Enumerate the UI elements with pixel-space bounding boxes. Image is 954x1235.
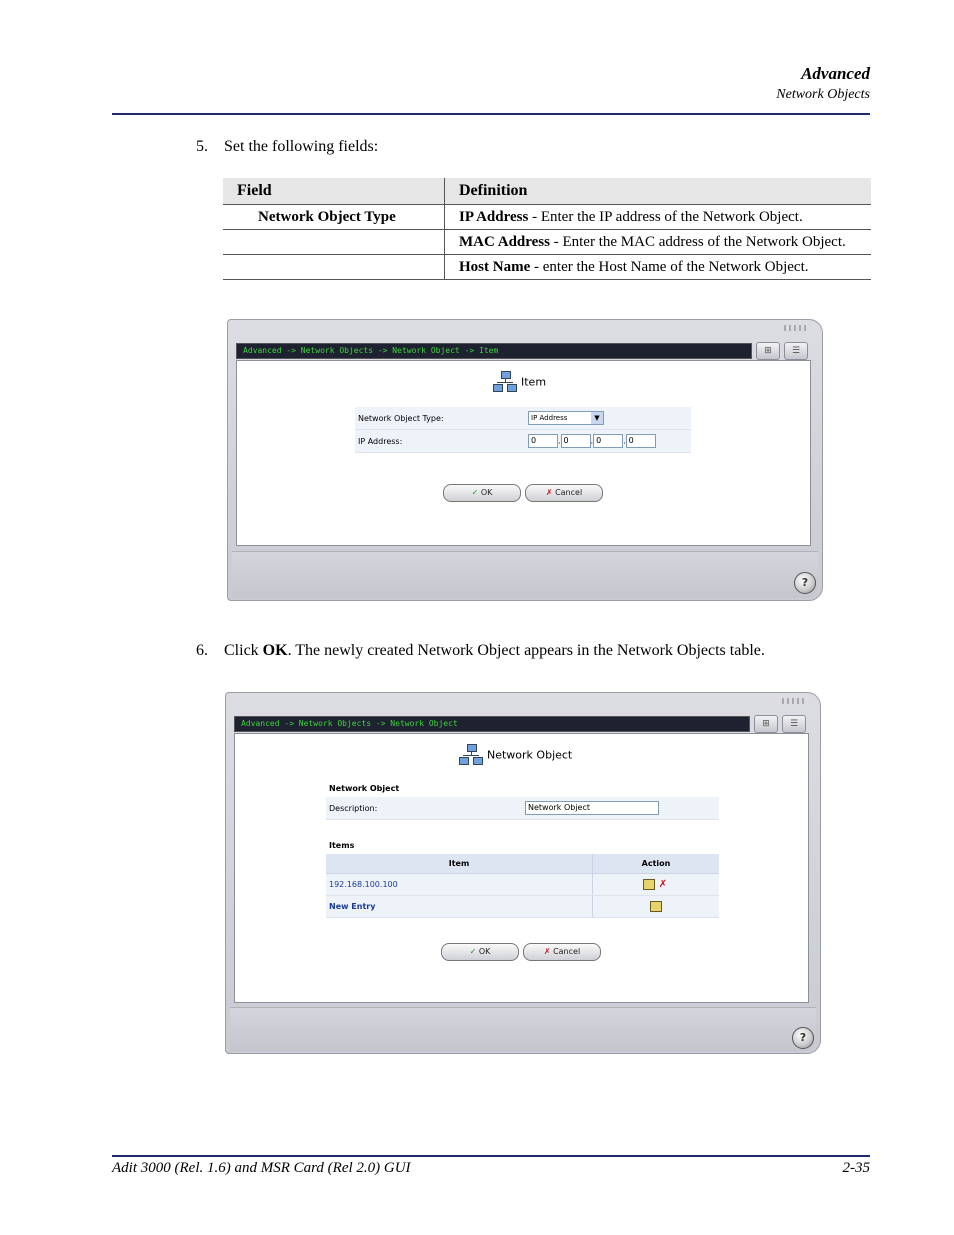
edit-icon[interactable] <box>643 879 655 890</box>
ip-label: IP Address: <box>355 430 525 453</box>
definition: - Enter the MAC address of the Network Object. <box>549 233 846 250</box>
network-object-type-select[interactable]: IP Address ▼ <box>528 411 604 425</box>
table-row <box>223 205 871 230</box>
term: MAC Address <box>459 233 550 250</box>
section-network-object: Network Object <box>329 784 400 793</box>
footer-title: Adit 3000 (Rel. 1.6) and MSR Card (Rel 2.0) GUI <box>112 1160 411 1176</box>
definition: - enter the Host Name of the Network Object. <box>530 258 809 275</box>
step-5 <box>196 138 378 156</box>
check-icon: ✓ <box>471 488 479 497</box>
list-icon[interactable]: ☰ <box>784 342 808 360</box>
grip-dots <box>784 325 808 331</box>
cancel-button[interactable]: ✗ Cancel <box>523 943 601 961</box>
table-row <box>223 255 871 280</box>
check-icon: ✓ <box>469 947 477 956</box>
table-row <box>326 874 719 896</box>
step-6: 6. Click OK. The newly created Network Object appears in the Network Objects table. <box>196 642 765 659</box>
content-panel <box>234 733 809 1003</box>
cancel-button[interactable]: ✗ Cancel <box>525 484 603 502</box>
breadcrumb: Advanced -> Network Objects -> Network Object <box>234 716 750 732</box>
page-heading <box>493 371 546 393</box>
new-entry-link[interactable]: New Entry <box>326 896 593 918</box>
table-row <box>223 230 871 255</box>
add-icon[interactable] <box>650 901 662 912</box>
layout-icon[interactable]: ⊞ <box>756 342 780 360</box>
field-cell <box>223 230 445 255</box>
grip-dots <box>782 698 806 704</box>
col-action: Action <box>593 854 720 874</box>
definition: - Enter the IP address of the Network Object. <box>528 208 803 225</box>
ok-button[interactable]: ✓ OK <box>441 943 519 961</box>
header-definition: Definition <box>445 178 872 205</box>
term: IP Address <box>459 208 529 225</box>
network-icon <box>459 744 483 766</box>
ok-button[interactable]: ✓ OK <box>443 484 521 502</box>
item-link[interactable]: 192.168.100.100 <box>326 874 593 896</box>
type-label: Network Object Type: <box>355 407 525 430</box>
network-object-screenshot <box>225 692 821 1054</box>
footer-rule <box>112 1155 870 1157</box>
layout-icon[interactable]: ⊞ <box>754 715 778 733</box>
ip-octet-2-input[interactable]: 0 <box>561 434 591 448</box>
description-input[interactable]: Network Object <box>525 801 659 815</box>
table-row <box>326 896 719 918</box>
ip-octet-1-input[interactable]: 0 <box>528 434 558 448</box>
x-icon: ✗ <box>545 488 553 497</box>
field-cell <box>223 255 445 280</box>
bottom-bar <box>230 1007 816 1051</box>
item-screenshot <box>227 319 823 601</box>
list-icon[interactable]: ☰ <box>782 715 806 733</box>
help-icon[interactable]: ? <box>792 1027 814 1049</box>
page-title: Item <box>521 375 547 389</box>
page-number: 2-35 <box>842 1160 870 1176</box>
x-icon: ✗ <box>543 947 551 956</box>
section-title: Network Objects <box>776 87 870 102</box>
page-heading <box>459 744 572 766</box>
delete-icon[interactable]: ✗ <box>658 879 668 890</box>
ip-octet-4-input[interactable]: 0 <box>626 434 656 448</box>
chapter-title: Advanced <box>801 64 870 83</box>
ok-emphasis: OK <box>262 642 288 659</box>
col-item: Item <box>326 854 593 874</box>
chevron-down-icon: ▼ <box>591 412 603 424</box>
section-items: Items <box>329 841 355 850</box>
description-label: Description: <box>326 797 522 820</box>
field-cell: Network Object Type <box>223 205 445 230</box>
content-panel <box>236 360 811 546</box>
bottom-bar <box>232 551 818 598</box>
step-number: 5. <box>196 138 208 155</box>
term: Host Name <box>459 258 531 275</box>
items-table <box>326 854 719 918</box>
item-form: Network Object Type: IP Address ▼ IP Address: 0 . 0 . 0 . 0 <box>355 407 691 453</box>
network-icon <box>493 371 517 393</box>
header-field: Field <box>223 178 445 205</box>
header-rule <box>112 113 870 115</box>
help-icon[interactable]: ? <box>794 572 816 594</box>
step-number: 6. <box>196 642 208 659</box>
ip-octet-3-input[interactable]: 0 <box>593 434 623 448</box>
description-form <box>326 797 719 820</box>
field-definition-table <box>223 178 871 280</box>
breadcrumb: Advanced -> Network Objects -> Network Object -> Item <box>236 343 752 359</box>
step-text: Set the following fields: <box>224 138 379 155</box>
page-title: Network Object <box>487 748 573 762</box>
